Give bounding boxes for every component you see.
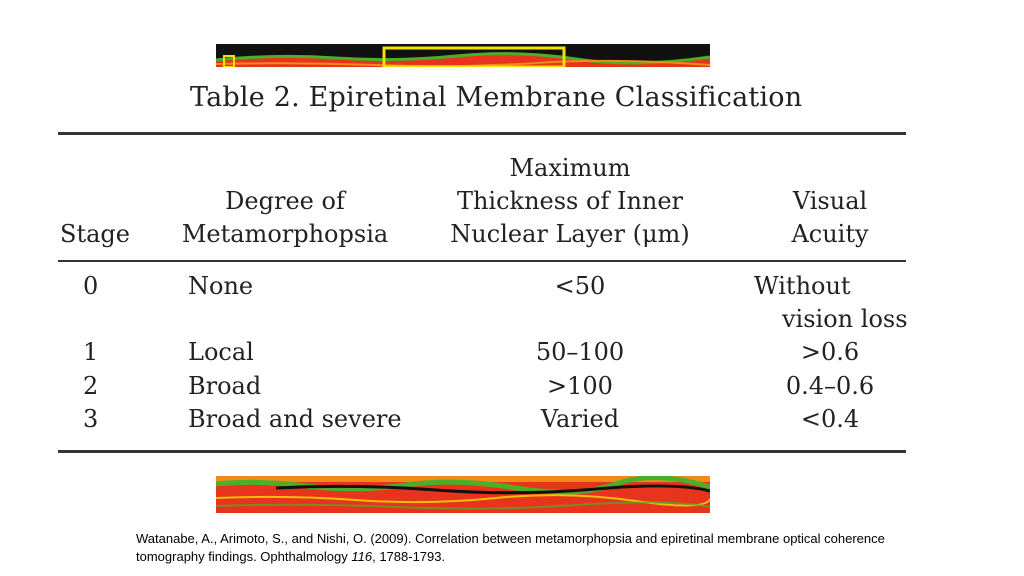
row-thickness: 50–100: [535, 338, 625, 366]
row-degree: None: [188, 272, 254, 300]
row-acuity: >0.6: [800, 338, 860, 366]
row-stage: 2: [83, 372, 99, 400]
row-stage: 0: [83, 272, 99, 300]
header-acuity-line2: Acuity: [791, 220, 869, 248]
header-thickness: [430, 152, 710, 251]
oct-scan-bottom-graphic: [216, 476, 710, 513]
citation: [136, 530, 896, 566]
header-degree-line2: Metamorphopsia: [181, 220, 389, 248]
row-degree: Broad: [188, 372, 262, 400]
row-acuity-line2: vision loss: [782, 305, 908, 333]
header-stage: Stage: [60, 220, 130, 248]
row-stage: 1: [83, 338, 99, 366]
row-thickness: <50: [554, 272, 606, 300]
row-thickness: Varied: [540, 405, 620, 433]
citation-pages: , 1788-1793.: [372, 549, 446, 564]
row-degree: Broad and severe: [188, 405, 402, 433]
header-thickness-line3: Nuclear Layer (μm): [450, 220, 690, 248]
row-acuity: 0.4–0.6: [785, 372, 875, 400]
citation-text: Watanabe, A., Arimoto, S., and Nishi, O. (2009). Correlation between metamorphopsia and epiretinal membrane optical coherence tomography findings. Ophthalmology: [136, 531, 885, 564]
oct-image-bottom: [216, 476, 710, 513]
header-acuity-line1: Visual: [792, 187, 868, 215]
row-thickness: >100: [547, 372, 613, 400]
header-degree-line1: Degree of: [225, 187, 345, 215]
header-degree: [180, 185, 390, 251]
oct-scan-top-graphic: [216, 44, 710, 67]
table-title: Table 2. Epiretinal Membrane Classification: [190, 82, 803, 113]
table-bottom-rule: [58, 450, 906, 453]
header-acuity: [760, 185, 900, 251]
citation-volume: 116: [351, 549, 373, 564]
row-acuity: <0.4: [800, 405, 860, 433]
table-top-rule: [58, 132, 906, 135]
row-degree: Local: [188, 338, 254, 366]
row-acuity-line1: Without: [754, 272, 851, 300]
header-thickness-line1: Maximum: [509, 154, 631, 182]
header-thickness-line2: Thickness of Inner: [456, 187, 684, 215]
oct-image-top: [216, 44, 710, 67]
row-stage: 3: [83, 405, 99, 433]
table-header-rule: [58, 260, 906, 262]
